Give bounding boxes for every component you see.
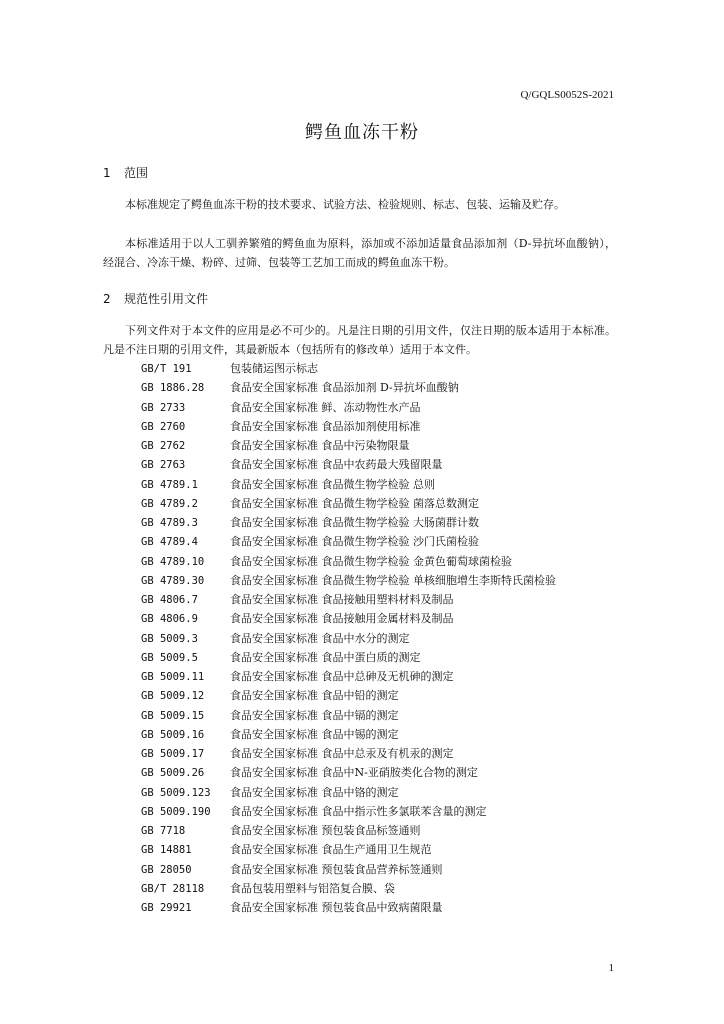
reference-name: 食品安全国家标准 预包装食品营养标签通则 <box>230 862 443 876</box>
reference-item <box>141 667 621 686</box>
reference-name: 食品安全国家标准 食品生产通用卫生规范 <box>230 843 432 857</box>
section-2-heading <box>103 290 208 307</box>
reference-name: 食品安全国家标准 食品中锡的测定 <box>230 727 399 741</box>
reference-name: 食品包装用塑料与铝箔复合膜、袋 <box>230 881 395 895</box>
reference-item <box>141 879 621 898</box>
scope-paragraph-2: 本标准适用于以人工驯养繁殖的鳄鱼血为原料，添加或不添加适量食品添加剂（D-异抗坏血酸钠），经混合、冷冻干燥、粉碎、过筛、包装等工艺加工而成的鳄鱼血冻干粉。 <box>103 237 616 269</box>
reference-code: GB 5009.26 <box>141 767 205 780</box>
page-number: 1 <box>608 962 614 974</box>
reference-name: 食品安全国家标准 食品添加剂使用标准 <box>230 419 421 433</box>
reference-name: 食品安全国家标准 食品中农药最大残留限量 <box>230 458 443 472</box>
reference-name: 食品安全国家标准 食品中水分的测定 <box>230 631 410 645</box>
reference-item <box>141 475 621 494</box>
reference-name: 食品安全国家标准 食品中蛋白质的测定 <box>230 650 421 664</box>
reference-item <box>141 629 621 648</box>
reference-code: GB 4789.2 <box>141 497 198 510</box>
section-number: 2 <box>103 292 111 306</box>
reference-item <box>141 763 621 782</box>
reference-name: 食品安全国家标准 预包装食品中致病菌限量 <box>230 901 443 914</box>
reference-code: GB 5009.5 <box>141 651 198 664</box>
reference-name: 食品安全国家标准 食品接触用金属材料及制品 <box>230 612 454 626</box>
reference-code: GB 5009.11 <box>141 671 205 683</box>
reference-code: GB/T 191 <box>141 363 192 375</box>
reference-item <box>141 378 621 397</box>
reference-name: 食品安全国家标准 预包装食品标签通则 <box>230 824 421 837</box>
reference-code: GB 4789.30 <box>141 574 205 587</box>
reference-name: 包装储运图示标志 <box>230 362 318 375</box>
reference-item <box>141 513 621 532</box>
reference-code: GB 2760 <box>141 420 186 433</box>
reference-code: GB 5009.3 <box>141 632 198 645</box>
reference-item <box>141 860 621 879</box>
reference-item <box>141 821 621 840</box>
reference-name: 食品安全国家标准 食品中总汞及有机汞的测定 <box>230 747 454 760</box>
reference-code: GB 4789.10 <box>141 555 205 568</box>
section-title: 范围 <box>124 166 149 180</box>
reference-code: GB 5009.16 <box>141 728 205 741</box>
reference-name: 食品安全国家标准 食品微生物学检验 菌落总数测定 <box>230 496 479 510</box>
section-1-heading <box>103 164 148 181</box>
reference-name: 食品安全国家标准 食品接触用塑料材料及制品 <box>230 593 454 606</box>
reference-name: 食品安全国家标准 食品微生物学检验 大肠菌群计数 <box>230 516 479 529</box>
reference-name: 食品安全国家标准 食品中铬的测定 <box>230 785 399 799</box>
reference-code: GB 1886.28 <box>141 382 205 395</box>
reference-item <box>141 552 621 571</box>
reference-code: GB 4789.1 <box>141 478 198 491</box>
reference-name: 食品安全国家标准 食品中镉的测定 <box>230 708 399 722</box>
reference-name: 食品安全国家标准 食品微生物学检验 沙门氏菌检验 <box>230 535 479 549</box>
section-title: 规范性引用文件 <box>124 292 209 306</box>
reference-code: GB 28050 <box>141 863 192 876</box>
reference-code: GB/T 28118 <box>141 882 205 895</box>
references-intro: 下列文件对于本文件的应用是必不可少的。凡是注日期的引用文件，仅注日期的版本适用于本标准。凡是不注日期的引用文件，其最新版本（包括所有的修改单）适用于本文件。 <box>103 324 616 356</box>
reference-name: 食品安全国家标准 食品中污染物限量 <box>230 439 410 452</box>
reference-item <box>141 802 621 821</box>
reference-item <box>141 840 621 859</box>
reference-name: 食品安全国家标准 食品微生物学检验 单核细胞增生李斯特氏菌检验 <box>230 573 556 587</box>
scope-paragraph-1: 本标准规定了鳄鱼血冻干粉的技术要求、试验方法、检验规则、标志、包装、运输及贮存。 <box>125 198 565 211</box>
reference-code: GB 29921 <box>141 902 192 914</box>
reference-item <box>141 571 621 590</box>
document-title: 鳄鱼血冻干粉 <box>305 122 419 143</box>
reference-code: GB 4789.3 <box>141 517 198 529</box>
reference-name: 食品安全国家标准 食品中铅的测定 <box>230 689 399 703</box>
reference-item <box>141 783 621 802</box>
reference-name: 食品安全国家标准 食品中总砷及无机砷的测定 <box>230 670 454 683</box>
reference-code: GB 2762 <box>141 440 186 452</box>
reference-code: GB 5009.17 <box>141 748 205 760</box>
reference-code: GB 5009.15 <box>141 709 205 722</box>
reference-item <box>141 725 621 744</box>
reference-code: GB 2763 <box>141 459 186 472</box>
reference-item <box>141 706 621 725</box>
reference-item <box>141 532 621 551</box>
reference-code: GB 4806.7 <box>141 594 198 606</box>
section-number: 1 <box>103 166 111 180</box>
reference-list <box>141 359 621 917</box>
reference-code: GB 5009.123 <box>141 786 211 799</box>
reference-code: GB 5009.190 <box>141 805 211 818</box>
standard-code: Q/GQLS0052S-2021 <box>520 89 614 101</box>
reference-code: GB 2733 <box>141 401 186 414</box>
reference-item <box>141 648 621 667</box>
reference-name: 食品安全国家标准 食品微生物学检验 金黄色葡萄球菌检验 <box>230 554 512 568</box>
reference-code: GB 4806.9 <box>141 613 198 626</box>
reference-name: 食品安全国家标准 鲜、冻动物性水产品 <box>230 400 421 414</box>
reference-name: 食品安全国家标准 食品中指示性多氯联苯含量的测定 <box>230 804 487 818</box>
reference-item <box>141 494 621 513</box>
reference-item <box>141 398 621 417</box>
reference-item <box>141 417 621 436</box>
reference-code: GB 14881 <box>141 844 192 857</box>
reference-name: 食品安全国家标准 食品添加剂 D-异抗坏血酸钠 <box>230 381 459 395</box>
reference-code: GB 7718 <box>141 825 186 837</box>
reference-item <box>141 898 621 917</box>
reference-item <box>141 436 621 455</box>
reference-name: 食品安全国家标准 食品中N-亚硝胺类化合物的测定 <box>230 766 478 780</box>
reference-item <box>141 686 621 705</box>
reference-item <box>141 590 621 609</box>
reference-item <box>141 455 621 474</box>
reference-code: GB 4789.4 <box>141 536 198 549</box>
reference-item <box>141 359 621 378</box>
reference-code: GB 5009.12 <box>141 690 205 703</box>
reference-item <box>141 609 621 628</box>
reference-item <box>141 744 621 763</box>
reference-name: 食品安全国家标准 食品微生物学检验 总则 <box>230 477 435 491</box>
